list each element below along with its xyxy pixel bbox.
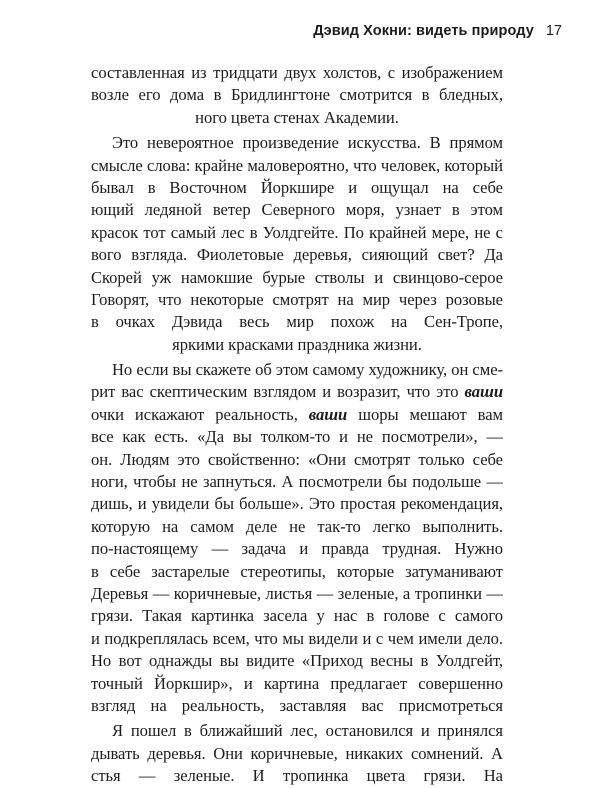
- text-line: в очках Дэвида весь мир похож на Сен-Тропе,: [91, 312, 503, 332]
- text-line: которую на самом деле не так-то легко выполнить.: [91, 516, 503, 536]
- text-fragment: шоры мешают вам: [358, 404, 503, 424]
- text-line: смысле слова: крайне маловероятно, что человек, который: [91, 155, 503, 175]
- text-line: грязи. Такая картинка засела у нас в голове с самого: [91, 606, 503, 626]
- emphasis-word: ваши: [464, 382, 503, 402]
- text-line: возле его дома в Бридлингтоне смотрится в бледных,: [91, 85, 503, 105]
- paragraph: [91, 132, 503, 356]
- text-line: взгляд на реальность, заставляя вас присмотреться: [91, 695, 503, 715]
- text-fragment: рит вас скептическим взглядом и возразит, что это: [91, 382, 459, 402]
- text-fragment: очки искажают реальность,: [91, 404, 298, 424]
- chapter-title: Дэвид Хокни: видеть природу: [313, 23, 534, 39]
- text-line: Но если вы скажете об этом самому художнику, он сме-: [112, 360, 503, 380]
- text-line: в себе застарелые стереотипы, которые затуманивают: [91, 561, 503, 581]
- text-line: все как есть. «Да вы толком-то и не посмотрели», —: [91, 427, 503, 447]
- body-text: [91, 62, 503, 788]
- text-line: ющий ледяной ветер Северного моря, узнает в этом: [91, 200, 503, 220]
- text-line: точный Йоркшир», и картина предлагает совершенно: [91, 673, 503, 693]
- text-line: ного цвета стенах Академии.: [195, 107, 399, 127]
- text-line: [91, 404, 503, 426]
- text-line: Скорей уж намокшие бурые стволы и свинцово-серое: [91, 267, 503, 287]
- text-line: Я пошел в ближайший лес, остановился и принялся: [112, 721, 503, 741]
- text-line: Говорят, что некоторые смотрят на мир через розовые: [91, 289, 503, 309]
- text-line: стья — зеленые. И тропинка цвета грязи. На: [91, 766, 503, 786]
- paragraph: [91, 359, 503, 717]
- text-line: Но вот однажды вы видите «Приход весны в Уолдгейт,: [91, 651, 503, 671]
- text-line: Это невероятное произведение искусства. В прямом: [112, 133, 503, 153]
- running-head: [313, 23, 562, 39]
- paragraph: [91, 62, 503, 129]
- text-line: [91, 381, 503, 403]
- text-line: бывал в Восточном Йоркшире и ощущал на себе: [91, 177, 503, 197]
- text-line: дывать деревья. Они коричневые, никаких сомнений. А: [91, 743, 503, 763]
- text-line: вого взгляда. Фиолетовые деревья, сияющий свет? Да: [91, 245, 503, 265]
- text-line: красок тот самый лес в Уолдгейте. По крайней мере, не с: [91, 222, 503, 242]
- page-number: 17: [545, 23, 562, 39]
- text-line: составленная из тридцати двух холстов, с изображением: [91, 63, 503, 82]
- text-line: и подкреплялась всем, что мы видели и с чем имели дело.: [91, 628, 503, 648]
- text-line: Деревья — коричневые, листья — зеленые, а тропинки —: [91, 583, 503, 603]
- text-line: дишь, и увидели бы больше». Это простая рекомендация,: [91, 494, 503, 514]
- emphasis-word: ваши: [308, 404, 348, 424]
- text-line: по-настоящему — задача и правда трудная. Нужно: [91, 539, 503, 559]
- paragraph: [91, 720, 503, 787]
- text-line: ноги, чтобы не запнуться. А посмотрели бы подольше —: [91, 472, 503, 492]
- text-line: он. Людям это свойственно: «Они смотрят только себе: [91, 449, 503, 469]
- text-line: яркими красками праздника жизни.: [172, 334, 422, 354]
